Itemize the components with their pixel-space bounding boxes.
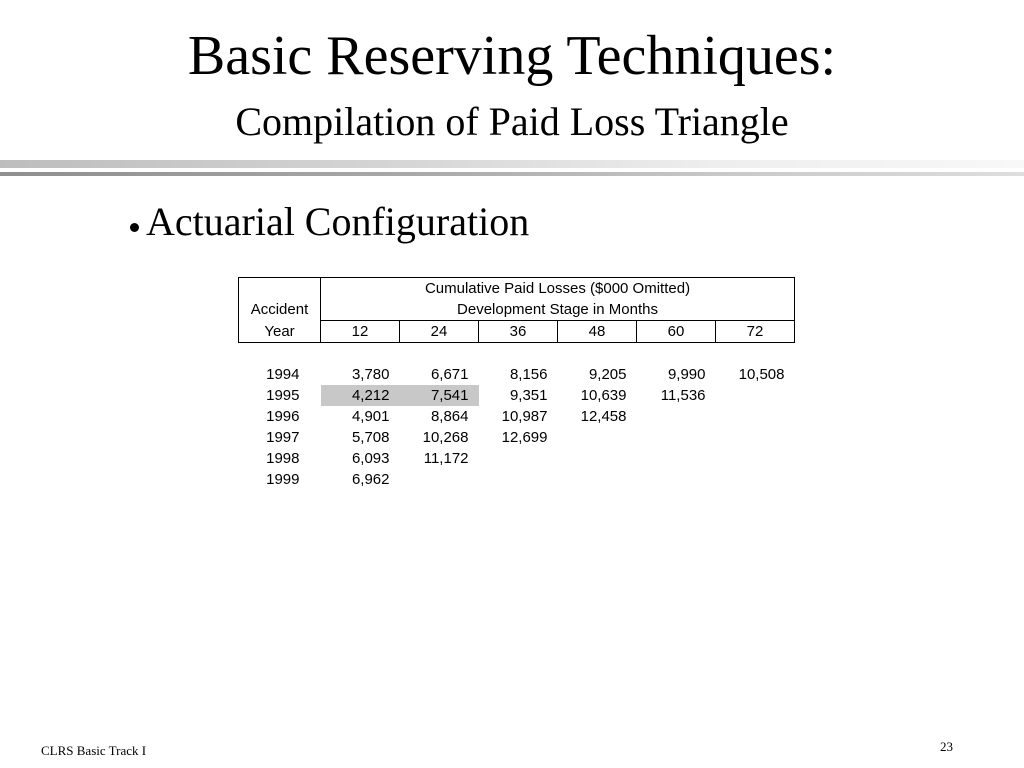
table-header-row-2 [239,299,795,321]
loss-value-cell: 6,962 [351,471,390,488]
accident-label: Accident [239,299,321,321]
dev-month-24: 24 [400,321,479,343]
table-header-title: Cumulative Paid Losses ($000 Omitted) [321,278,795,300]
table-row [239,448,795,469]
paid-loss-triangle-table [238,277,795,490]
table-row [239,364,795,385]
loss-value-cell: 4,901 [351,408,390,425]
loss-value-cell: 12,458 [580,408,627,425]
loss-value-cell: 9,990 [667,366,706,383]
year-label: Year [239,321,321,343]
dev-month-72: 72 [716,321,795,343]
dev-month-36: 36 [479,321,558,343]
loss-value-cell: 5,708 [351,429,390,446]
loss-value-cell [558,427,637,448]
slide-title: Basic Reserving Techniques: [187,25,837,87]
loss-value-cell [400,469,479,490]
table-header-row-3 [239,321,795,343]
table-row [239,406,795,427]
loss-value-cell: 11,536 [660,387,706,404]
loss-value-cell [716,385,795,406]
loss-value-cell [637,406,716,427]
loss-value-cell [716,427,795,448]
loss-value-cell [637,427,716,448]
accident-year-cell: 1995 [266,387,300,404]
loss-value-cell: 10,268 [422,429,469,446]
loss-value-cell: 9,351 [509,387,548,404]
loss-value-cell [558,448,637,469]
header-empty-cell [239,278,321,300]
footer-course-label: CLRS Basic Track I [41,743,147,758]
loss-value-cell: 8,864 [430,408,469,425]
loss-value-cell: 10,987 [501,408,548,425]
table-header-subtitle: Development Stage in Months [321,299,795,321]
accident-year-cell: 1999 [266,471,300,488]
loss-value-cell [558,469,637,490]
accident-year-cell: 1997 [266,429,300,446]
loss-value-cell [637,469,716,490]
table-header-row-1 [239,278,795,300]
loss-value-cell: 12,699 [501,429,548,446]
bullet-dot-icon [130,223,139,232]
loss-value-cell: 7,541 [400,385,479,406]
loss-value-cell: 8,156 [509,366,548,383]
table-spacer-row [239,343,795,365]
loss-value-cell: 6,671 [430,366,469,383]
loss-value-cell: 10,639 [580,387,627,404]
accident-year-cell: 1996 [266,408,300,425]
bullet-text: Actuarial Configuration [146,199,530,244]
dev-month-60: 60 [637,321,716,343]
table-row [239,385,795,406]
dev-month-12: 12 [321,321,400,343]
title-divider-thick [0,160,1024,168]
loss-value-cell [716,448,795,469]
accident-year-cell: 1994 [266,366,300,383]
accident-year-cell: 1998 [266,450,300,467]
dev-month-48: 48 [558,321,637,343]
page-number: 23 [940,739,953,754]
loss-value-cell: 6,093 [351,450,390,467]
loss-value-cell [479,469,558,490]
bullet-item [130,198,529,246]
loss-value-cell [479,448,558,469]
slide-subtitle: Compilation of Paid Loss Triangle [235,99,789,144]
loss-value-cell: 3,780 [351,366,390,383]
table-row [239,427,795,448]
loss-value-cell [637,448,716,469]
loss-value-cell [716,406,795,427]
loss-value-cell: 10,508 [738,366,785,383]
title-divider-thin [0,172,1024,176]
loss-value-cell: 9,205 [588,366,627,383]
table-body [239,364,795,490]
loss-value-cell: 11,172 [423,450,469,467]
table-row [239,469,795,490]
loss-value-cell: 4,212 [321,385,400,406]
loss-value-cell [716,469,795,490]
